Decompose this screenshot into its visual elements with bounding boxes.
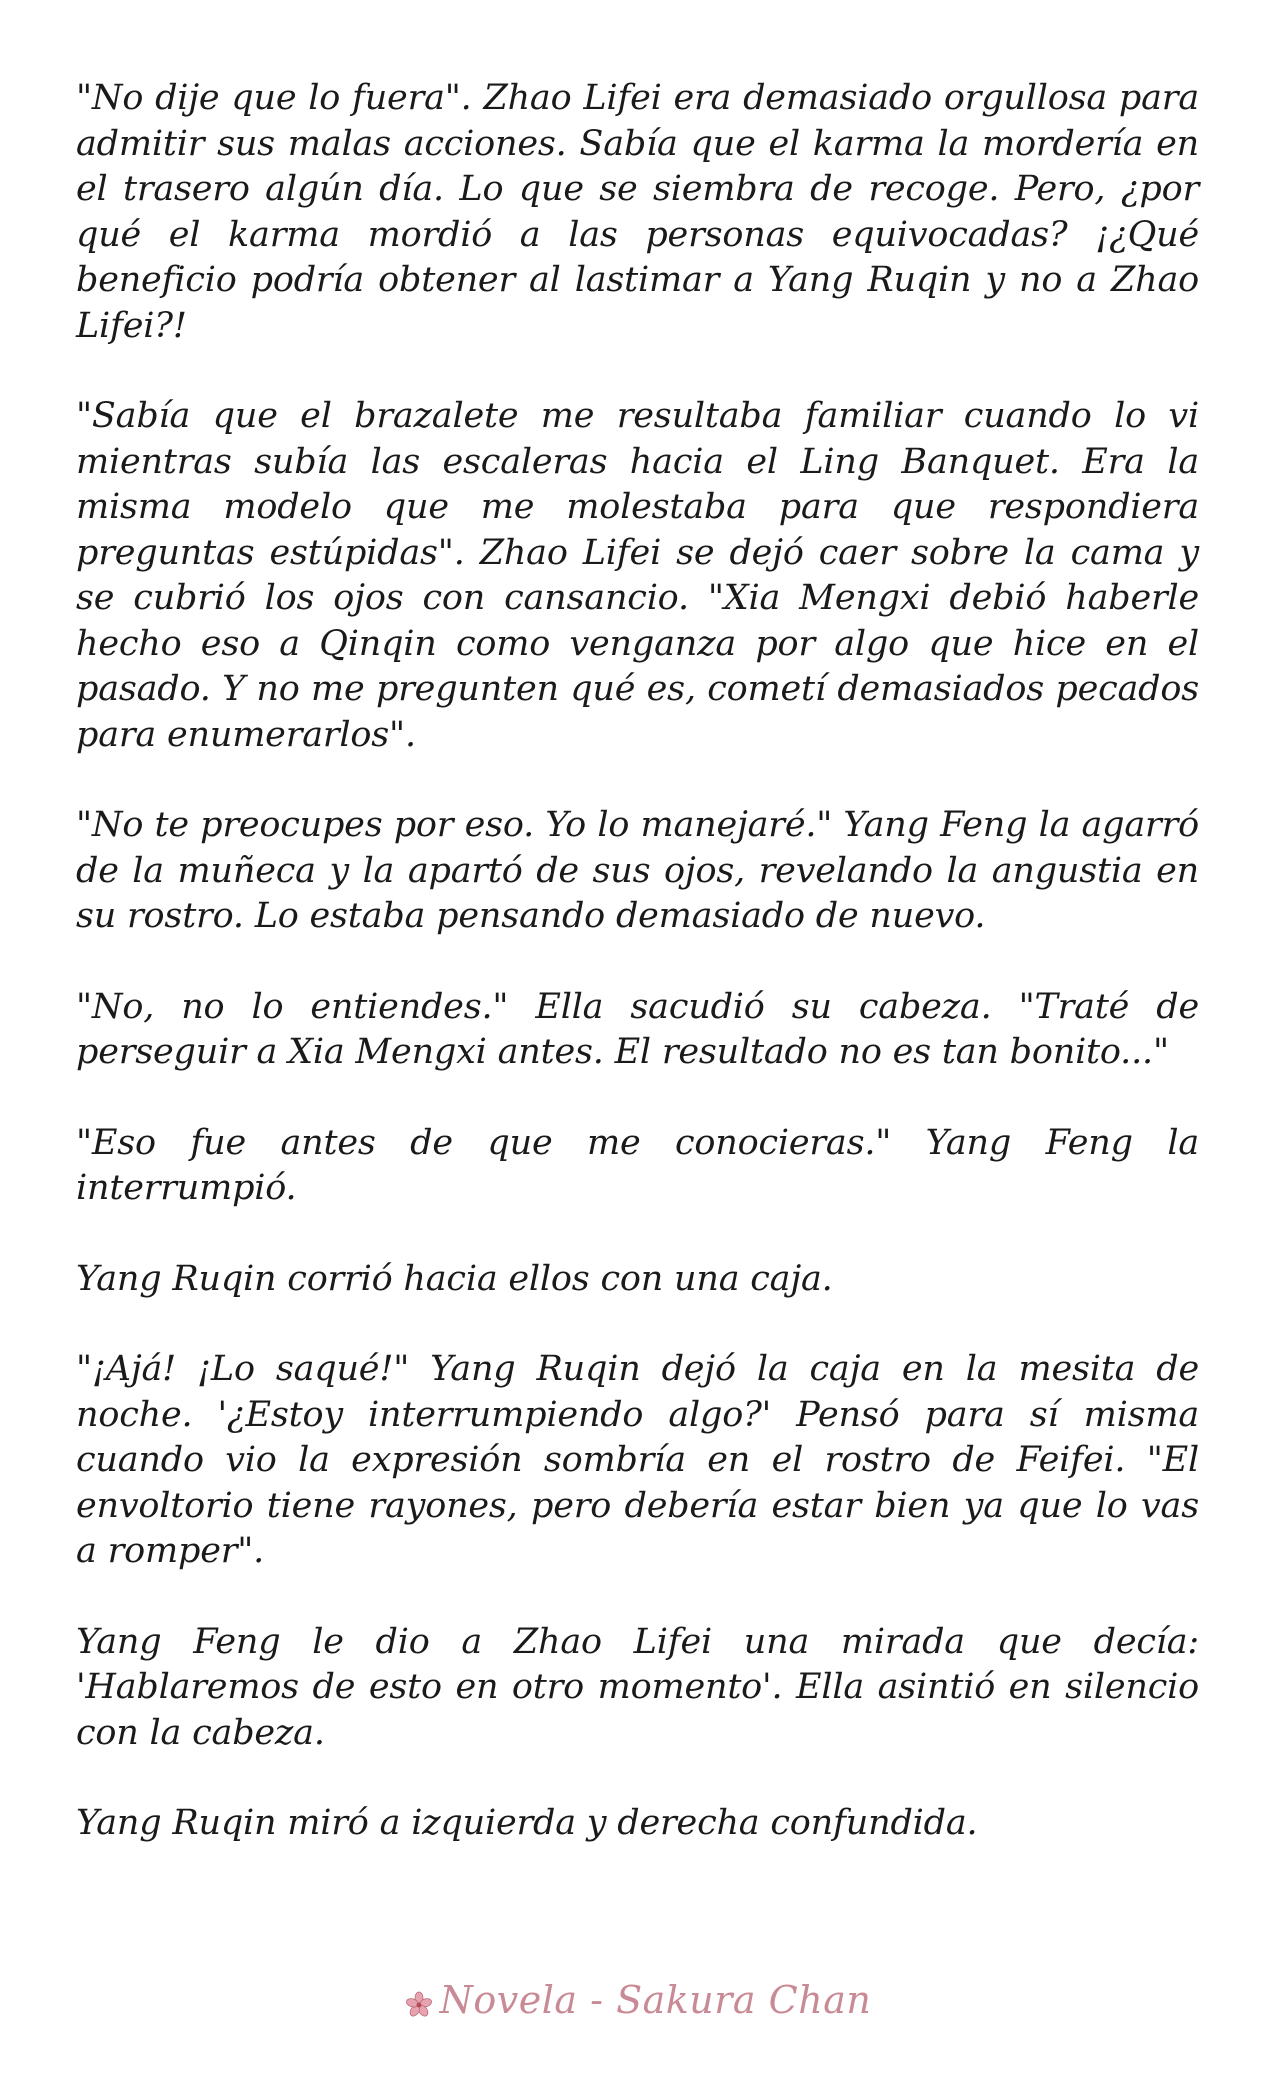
watermark	[0, 1978, 1275, 2022]
paragraph-2: "Sabía que el brazalete me resultaba familiar cuando lo vi mientras subía las escaleras hacia el Ling Banquet. Era la misma modelo que me molestaba para que respondiera preguntas estúpidas". Zhao Lifei se dejó caer sobre la cama y se cubrió los ojos con cansancio. "Xia Mengxi debió haberle hecho eso a Qinqin como venganza por algo que hice en el pasado. Y no me pregunten qué es, cometí demasiados pecados para enumerarlos".	[76, 396, 1199, 755]
watermark-text: Novela - Sakura Chan	[439, 1978, 872, 2022]
paragraph-4: "No, no lo entiendes." Ella sacudió su cabeza. "Traté de perseguir a Xia Mengxi antes. El resultado no es tan bonito..."	[76, 986, 1199, 1072]
document-body	[76, 76, 1199, 1892]
paragraph-8: Yang Feng le dio a Zhao Lifei una mirada que decía: 'Hablaremos de esto en otro momento'. Ella asintió en silencio con la cabeza.	[76, 1621, 1199, 1753]
sakura-flower-icon	[404, 1985, 434, 2015]
paragraph-9: Yang Ruqin miró a izquierda y derecha confundida.	[76, 1803, 978, 1843]
paragraph-7: "¡Ajá! ¡Lo saqué!" Yang Ruqin dejó la caja en la mesita de noche. '¿Estoy interrumpiendo algo?' Pensó para sí misma cuando vio la expresión sombría en el rostro de Feifei. "El envoltorio tiene rayones, pero debería estar bien ya que lo vas a romper".	[76, 1349, 1199, 1571]
paragraph-1: "No dije que lo fuera". Zhao Lifei era demasiado orgullosa para admitir sus malas acciones. Sabía que el karma la mordería en el trasero algún día. Lo que se siembra de recoge. Pero, ¿por qué el karma mordió a las personas equivocadas? ¡¿Qué beneficio podría obtener al lastimar a Yang Ruqin y no a Zhao Lifei?!	[76, 78, 1199, 346]
paragraph-3: "No te preocupes por eso. Yo lo manejaré." Yang Feng la agarró de la muñeca y la apartó de sus ojos, revelando la angustia en su rostro. Lo estaba pensando demasiado de nuevo.	[76, 805, 1199, 936]
paragraph-5: "Eso fue antes de que me conocieras." Yang Feng la interrumpió.	[76, 1122, 1199, 1208]
paragraph-6: Yang Ruqin corrió hacia ellos con una caja.	[76, 1258, 833, 1299]
